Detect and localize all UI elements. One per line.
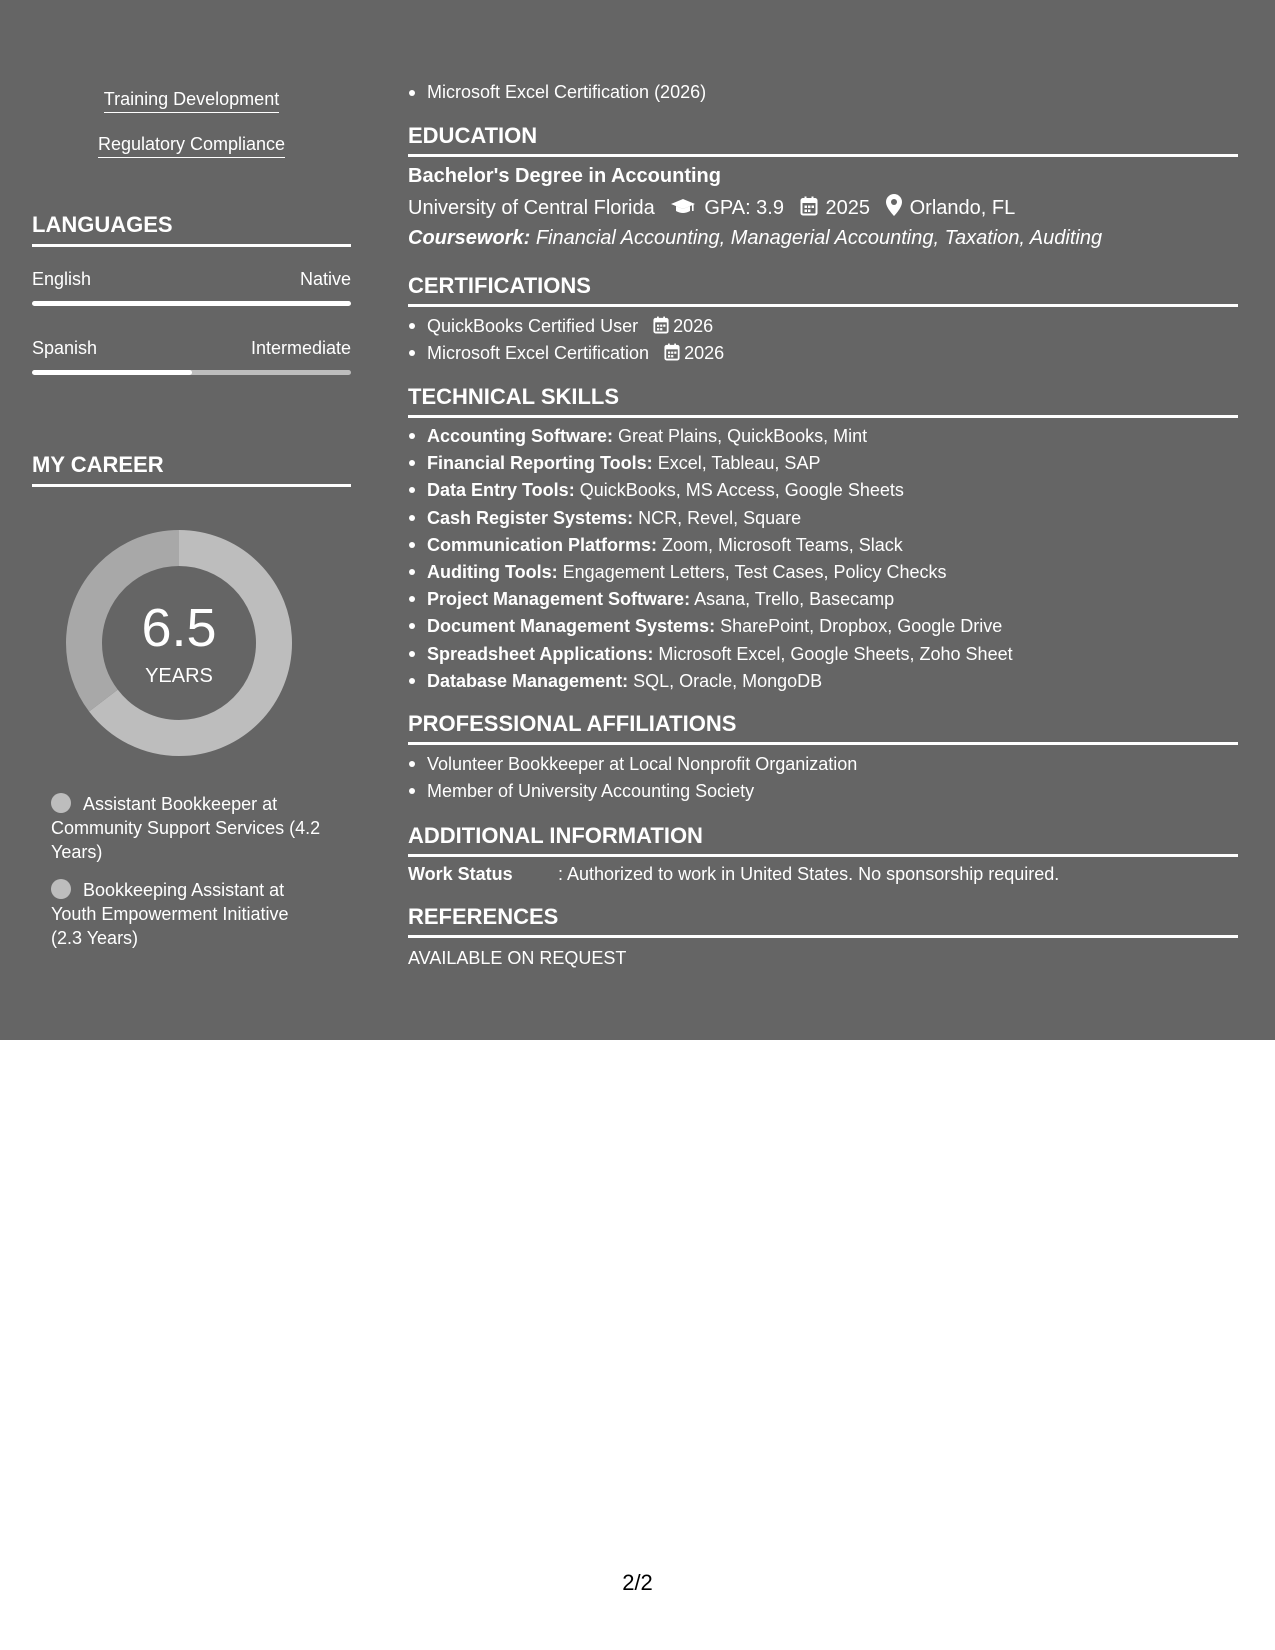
skill-tag [32, 88, 351, 110]
career-legend-item [51, 878, 321, 950]
career-legend-text: Assistant Bookkeeper at Community Support Services (4.2 Years) [51, 794, 321, 862]
school-name: University of Central Florida [408, 197, 655, 219]
skill-label: Document Management Systems: [427, 616, 716, 637]
language-name: English [32, 269, 92, 289]
skill-item [427, 641, 1257, 668]
coursework [408, 225, 1102, 251]
list-item: Microsoft Excel Certification (2026) [427, 80, 1257, 104]
technical-skills-list [408, 423, 1257, 695]
career-legend-dot [51, 879, 71, 899]
skill-item [427, 613, 1257, 640]
school-location: Orlando, FL [909, 197, 1016, 219]
skill-label: Project Management Software: [427, 589, 691, 610]
skill-value: Excel, Tableau, SAP [657, 453, 821, 474]
skill-item [427, 423, 1257, 450]
skill-tag-text: Training Development [104, 89, 279, 113]
certifications-heading: CERTIFICATIONS [408, 273, 1238, 307]
language-proficiency-bar [32, 301, 351, 306]
references-heading: REFERENCES [408, 904, 1238, 938]
skill-tag [32, 133, 351, 155]
skill-value: QuickBooks, MS Access, Google Sheets [579, 480, 904, 501]
education-details [408, 194, 1015, 221]
additional-info-heading: ADDITIONAL INFORMATION [408, 823, 1238, 857]
work-status-label: Work Status [408, 864, 513, 884]
certification-year: 2026 [673, 316, 714, 336]
affiliations-heading: PROFESSIONAL AFFILIATIONS [408, 711, 1238, 745]
skill-value: Engagement Letters, Test Cases, Policy Checks [562, 562, 947, 583]
graduation-year: 2025 [825, 197, 871, 219]
skill-value: SharePoint, Dropbox, Google Drive [720, 616, 1003, 637]
career-total-unit: YEARS [145, 665, 213, 687]
career-total-value: 6.5 [141, 598, 217, 658]
skill-item [427, 668, 1257, 695]
affiliation-item: Member of University Accounting Society [427, 778, 1257, 805]
calendar-icon [800, 196, 818, 216]
coursework-label: Coursework: [408, 227, 531, 249]
coursework-list: Financial Accounting, Managerial Accounting, Taxation, Auditing [535, 227, 1103, 249]
degree-title: Bachelor's Degree in Accounting [408, 165, 721, 187]
language-proficiency-fill [32, 301, 351, 306]
gpa: GPA: 3.9 [704, 197, 784, 219]
skill-label: Cash Register Systems: [427, 507, 634, 528]
certification-item [427, 313, 1257, 340]
page-number: 2/2 [622, 1570, 653, 1595]
skill-item [427, 586, 1257, 613]
language-name: Spanish [32, 338, 98, 358]
graduation-cap-icon [670, 198, 696, 216]
language-level: Native [299, 269, 351, 289]
skill-value: Asana, Trello, Basecamp [694, 589, 895, 610]
skill-value: SQL, Oracle, MongoDB [633, 670, 823, 691]
location-pin-icon [886, 194, 902, 216]
career-legend-item [51, 792, 321, 864]
skill-label: Auditing Tools: [427, 562, 558, 583]
language-proficiency-fill [32, 370, 192, 375]
affiliations-list [408, 751, 1257, 805]
skill-label: Spreadsheet Applications: [427, 643, 654, 664]
career-heading: MY CAREER [32, 452, 351, 487]
skill-label: Financial Reporting Tools: [427, 453, 653, 474]
skill-item [427, 477, 1257, 504]
languages-heading: LANGUAGES [32, 212, 351, 247]
career-legend-dot [51, 793, 71, 813]
skill-value: Microsoft Excel, Google Sheets, Zoho Sheet [658, 643, 1013, 664]
skill-label: Data Entry Tools: [427, 480, 575, 501]
skill-item [427, 559, 1257, 586]
work-status-row [408, 862, 1238, 886]
certification-item [427, 340, 1257, 367]
calendar-icon [653, 316, 669, 334]
skill-item [427, 532, 1257, 559]
skill-value: Zoom, Microsoft Teams, Slack [662, 534, 903, 555]
calendar-icon [664, 343, 680, 361]
skill-label: Accounting Software: [427, 426, 614, 446]
language-proficiency-bar [32, 370, 351, 375]
skill-item [427, 505, 1257, 532]
certification-name: Microsoft Excel Certification [427, 343, 650, 363]
certifications-list [408, 313, 1257, 367]
language-level: Intermediate [250, 338, 351, 358]
affiliation-item: Volunteer Bookkeeper at Local Nonprofit Organization [427, 751, 1257, 778]
work-status-value: : Authorized to work in United States. No sponsorship required. [558, 864, 1060, 884]
skill-value: Great Plains, QuickBooks, Mint [618, 426, 868, 446]
skill-value: NCR, Revel, Square [638, 507, 802, 528]
skill-tag-text: Regulatory Compliance [98, 134, 285, 158]
carryover-list [408, 80, 1257, 104]
skill-label: Communication Platforms: [427, 534, 658, 555]
career-legend-text: Bookkeeping Assistant at Youth Empowerment Initiative (2.3 Years) [51, 880, 289, 948]
skill-item [427, 450, 1257, 477]
references-text: AVAILABLE ON REQUEST [408, 948, 627, 968]
certification-year: 2026 [684, 343, 725, 363]
technical-skills-heading: TECHNICAL SKILLS [408, 384, 1238, 418]
skill-label: Database Management: [427, 670, 629, 691]
certification-name: QuickBooks Certified User [427, 316, 639, 336]
education-heading: EDUCATION [408, 123, 1238, 157]
